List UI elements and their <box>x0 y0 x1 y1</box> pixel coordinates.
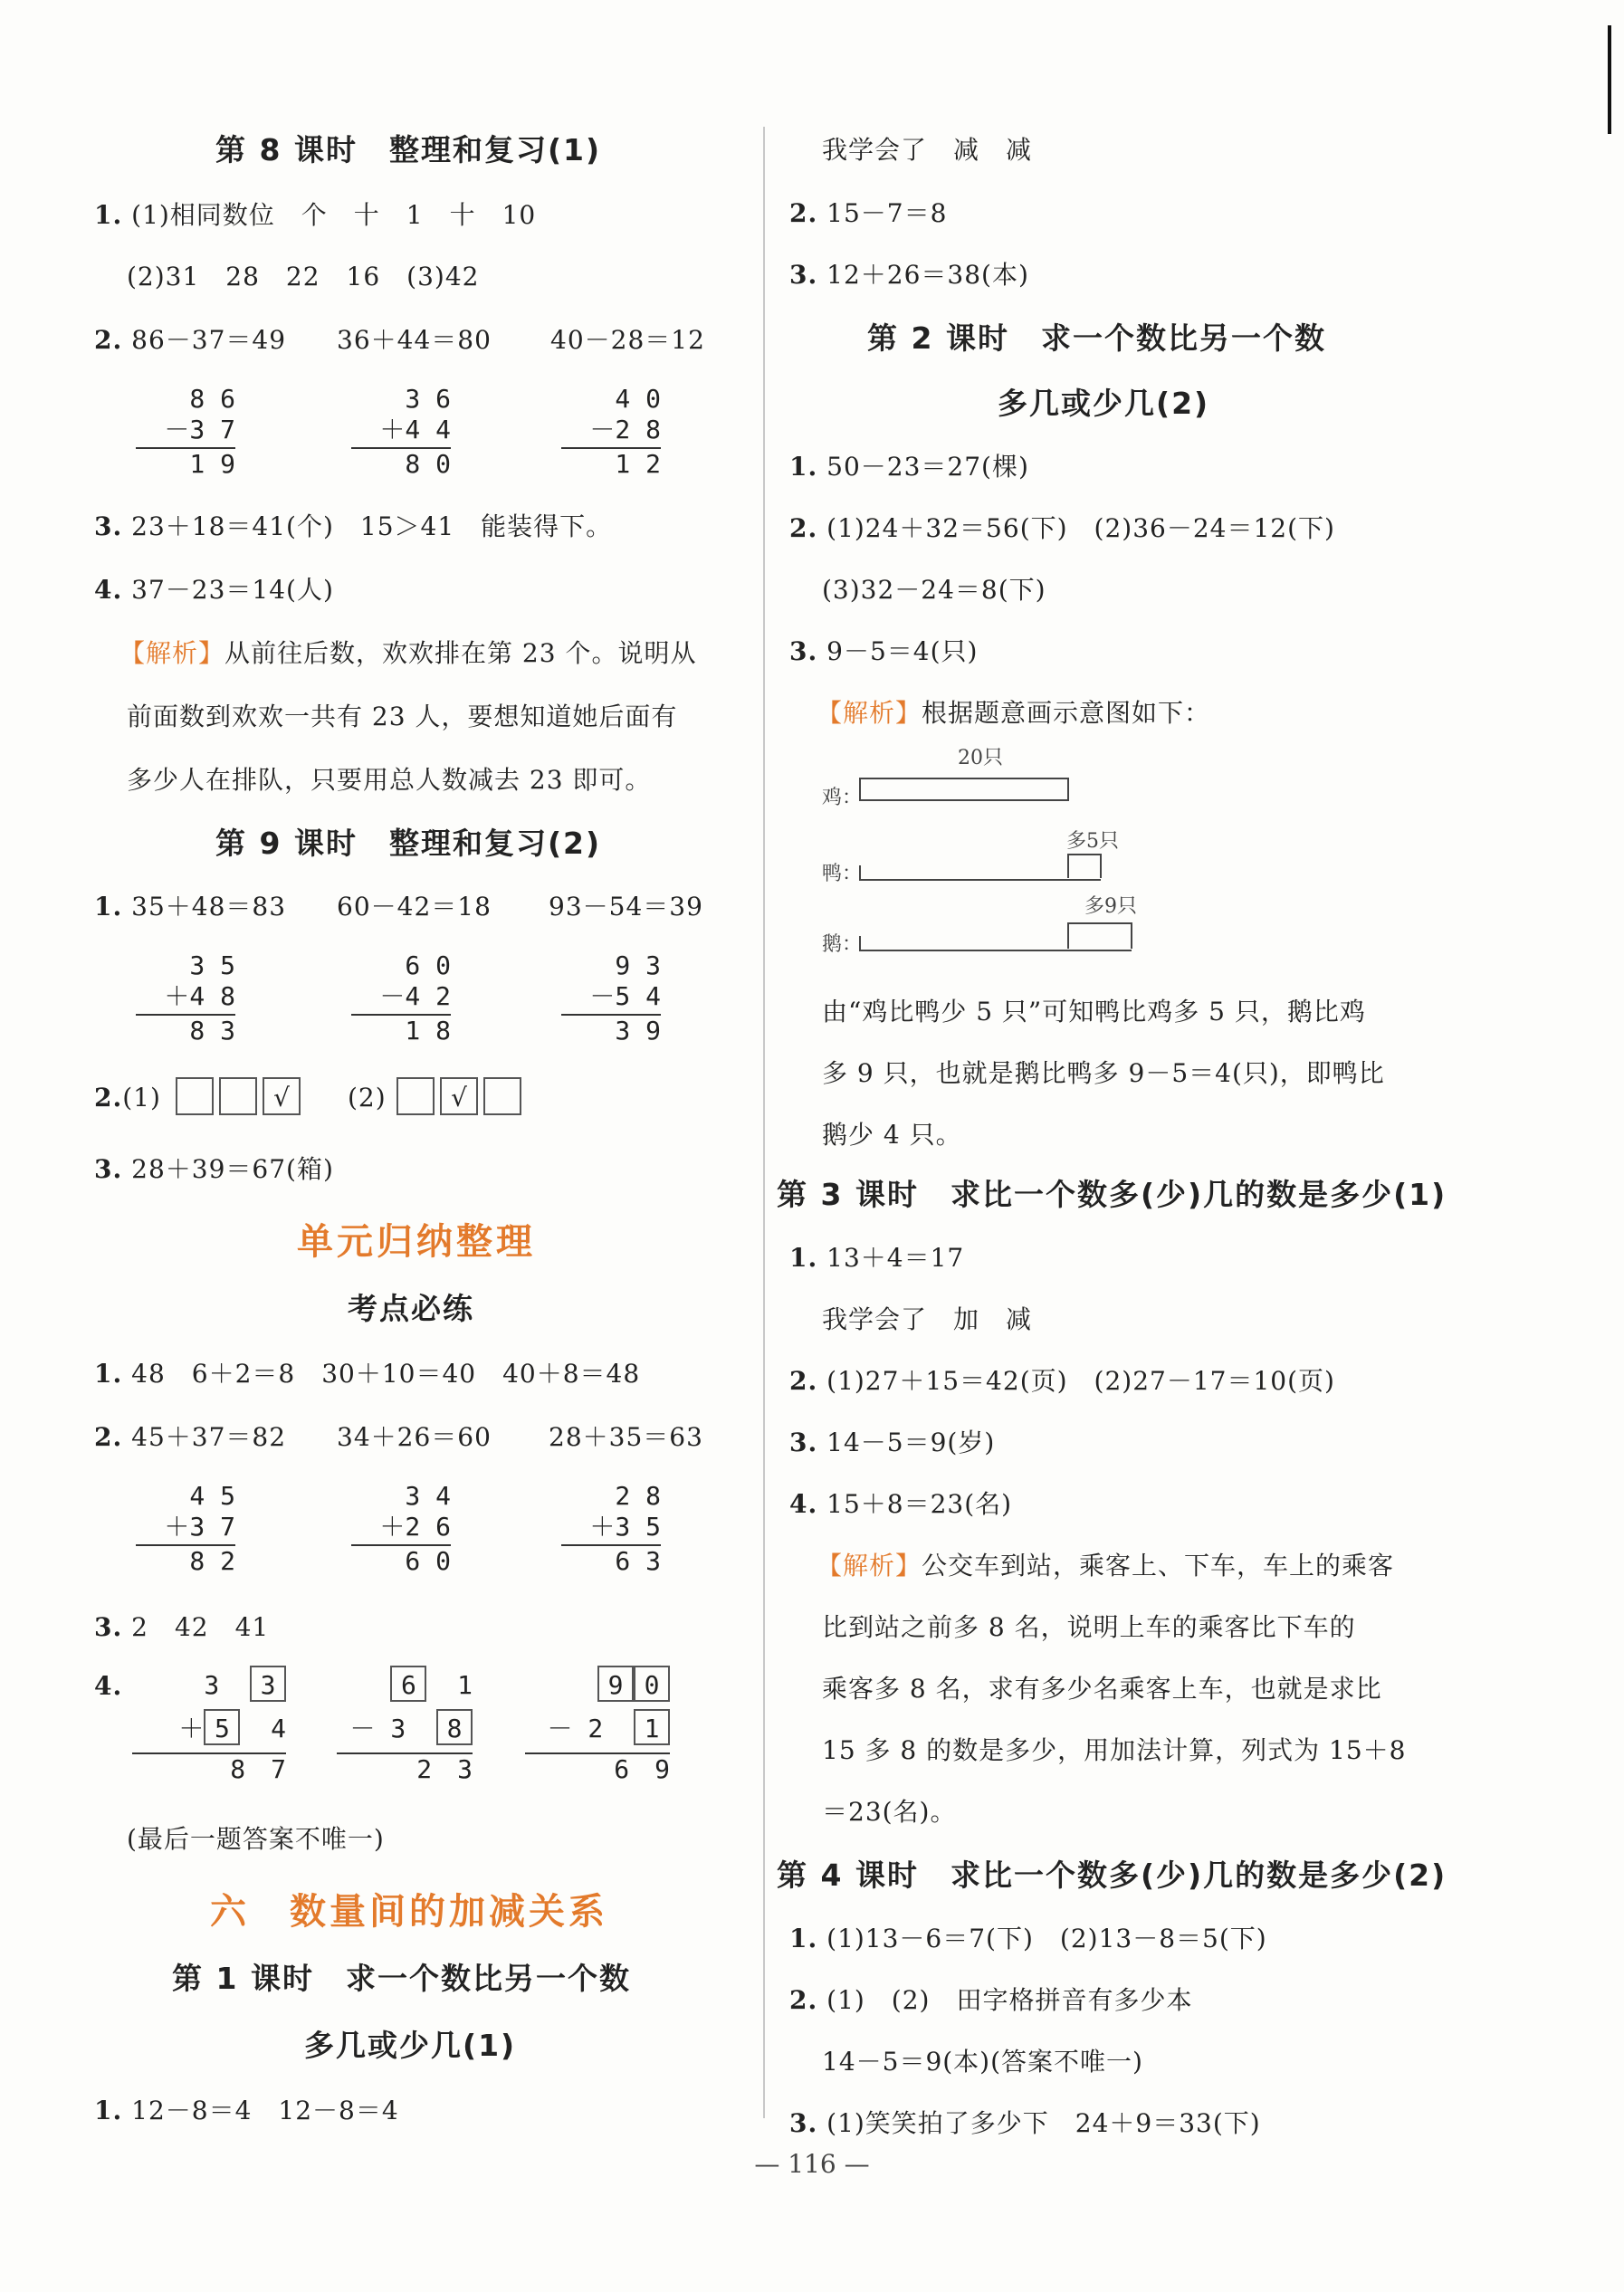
q-number: 1. <box>789 1243 818 1273</box>
l2-explain-0 <box>817 693 1210 730</box>
answer-text: (1)相同数位 个 十 1 十 10 <box>131 200 537 230</box>
l9-q3 <box>94 1150 334 1186</box>
answer-box: 3 <box>250 1666 286 1702</box>
kd-q1 <box>94 1354 640 1390</box>
q-number: 2. <box>94 1083 123 1113</box>
digit: 4 <box>271 1714 286 1743</box>
row: ＋4 8 <box>164 981 235 1011</box>
vertical-calc-8 <box>351 1481 451 1577</box>
lesson-1-title-a: 第 1 课时 求一个数比另一个数 <box>172 1961 631 1996</box>
answer-text: 15＋8＝23(名) <box>826 1489 1013 1519</box>
practice-title: 考点必练 <box>348 1291 474 1326</box>
kd-q4-number: 4. <box>94 1671 123 1701</box>
l8-explain-1 <box>119 634 696 670</box>
right-column <box>768 0 1624 2292</box>
vertical-calc-7 <box>136 1481 235 1577</box>
fill-calc-b <box>337 1666 473 1785</box>
l9-q1b: 60－42＝18 <box>337 892 492 922</box>
result: 8 7 <box>132 1752 286 1785</box>
result: 6 9 <box>525 1752 670 1785</box>
fill-calc-a <box>132 1666 286 1785</box>
operator: ＋ <box>178 1714 205 1743</box>
q-number: 3. <box>789 260 818 290</box>
q-number: 1. <box>94 892 123 922</box>
q-number: 4. <box>94 575 123 605</box>
l3-explain-1 <box>817 1546 1394 1582</box>
answer-text: 14－5＝9(岁) <box>826 1428 996 1457</box>
row <box>132 1666 286 1700</box>
explain-tag: 【解析】 <box>817 698 922 728</box>
row: －3 7 <box>164 415 235 444</box>
l3-learned: 我学会了 加 减 <box>822 1304 1033 1334</box>
l2-q3 <box>789 632 978 668</box>
fill-calc-c <box>525 1666 670 1785</box>
comparison-diagram <box>822 742 1148 969</box>
row: 2 8 <box>599 1481 661 1511</box>
l4-q1 <box>789 1919 1267 1955</box>
vertical-calc-6 <box>561 950 661 1046</box>
row <box>525 1666 670 1700</box>
row: 8 2 <box>136 1544 235 1577</box>
row <box>337 1666 473 1700</box>
vertical-calc-3 <box>561 384 661 480</box>
lesson-2-title-b: 多几或少几(2) <box>998 386 1210 421</box>
label-more9: 多9只 <box>1084 895 1137 918</box>
l3-explain-2: 比到站之前多 8 名，说明上车的乘客比下车的 <box>822 1612 1356 1642</box>
l2-explain-3: 鹅少 4 只。 <box>822 1120 962 1150</box>
explain-text: 从前往后数，欢欢排在第 23 个。说明从 <box>224 638 697 668</box>
bar-goose <box>860 936 1132 950</box>
l8-q3 <box>94 507 612 543</box>
check-boxes-2 <box>396 1077 521 1115</box>
answer-box <box>176 1077 214 1115</box>
l8-q2c: 40－28＝12 <box>550 325 705 355</box>
part-1: (1) <box>122 1083 161 1113</box>
label-goose: 鹅： <box>822 933 863 956</box>
lesson-2-title-a: 第 2 课时 求一个数比另一个数 <box>867 320 1326 356</box>
answer-text: 28＋39＝67(箱) <box>131 1154 334 1184</box>
l9-q2-part2: (2) <box>348 1083 387 1113</box>
answer-box: √ <box>263 1077 301 1115</box>
row: －5 4 <box>589 981 661 1011</box>
q-number: 3. <box>94 1612 123 1642</box>
operator: － <box>547 1714 573 1743</box>
brace-more9 <box>1068 923 1132 949</box>
answer-text: 48 6＋2＝8 30＋10＝40 40＋8＝48 <box>131 1359 641 1389</box>
q-number: 3. <box>94 1154 123 1184</box>
lesson-4-title: 第 4 课时 求比一个数多(少)几的数是多少(2) <box>777 1857 1447 1893</box>
explain-tag: 【解析】 <box>817 1551 922 1581</box>
l3-q4 <box>789 1485 1012 1521</box>
label-duck: 鸭： <box>822 863 863 885</box>
l8-q1a <box>94 196 536 232</box>
answer-box <box>219 1077 257 1115</box>
answer-box <box>396 1077 435 1115</box>
q-number: 3. <box>94 511 123 541</box>
answer-text: 13＋4＝17 <box>826 1243 965 1273</box>
l8-q2 <box>94 320 286 357</box>
q-number: 2. <box>789 513 818 543</box>
l4-q2b: 14－5＝9(本)(答案不唯一) <box>822 2047 1143 2077</box>
column-divider <box>763 127 765 2118</box>
digit: 1 <box>457 1670 473 1700</box>
row: 9 3 <box>599 950 661 980</box>
r-q2 <box>789 194 947 230</box>
vertical-calc-9 <box>561 1481 661 1577</box>
q-number: 1. <box>94 200 123 230</box>
page-number: — 116 — <box>754 2149 870 2179</box>
row: 4 0 <box>599 384 661 414</box>
lesson-9-title: 第 9 课时 整理和复习(2) <box>215 826 602 861</box>
l2-q2b: (3)32－24＝8(下) <box>822 575 1046 605</box>
label-20: 20只 <box>958 747 1003 769</box>
lesson-8-title: 第 8 课时 整理和复习(1) <box>215 132 602 167</box>
chapter-6-title: 六 数量间的加减关系 <box>210 1890 608 1933</box>
row: 3 9 <box>561 1014 661 1046</box>
brace-more5 <box>1068 855 1101 878</box>
answer-box: √ <box>440 1077 478 1115</box>
l3-q1 <box>789 1238 964 1275</box>
answer-box: 1 <box>634 1709 670 1745</box>
row: 8 3 <box>136 1014 235 1046</box>
kd-q2b: 34＋26＝60 <box>337 1422 492 1452</box>
q-number: 1. <box>789 452 818 482</box>
answer-text: 12－8＝4 12－8＝4 <box>131 2096 399 2125</box>
q-number: 1. <box>94 2096 123 2125</box>
eq: 86－37＝49 <box>131 325 287 355</box>
row <box>337 1709 473 1743</box>
q-number: 1. <box>94 1359 123 1389</box>
answer-text: 15－7＝8 <box>826 198 948 228</box>
l3-explain-3: 乘客多 8 名，求有多少名乘客上车，也就是求比 <box>822 1674 1382 1704</box>
row: 3 6 <box>389 384 451 414</box>
answer-box: 9 <box>597 1666 634 1702</box>
answer-text: (1)27＋15＝42(页) (2)27－17＝10(页) <box>826 1366 1335 1396</box>
l9-q1c: 93－54＝39 <box>549 892 703 922</box>
vertical-calc-5 <box>351 950 451 1046</box>
kd-q2 <box>94 1418 286 1454</box>
l8-q1b: (2)31 28 22 16 (3)42 <box>127 262 480 291</box>
eq: 45＋37＝82 <box>131 1422 287 1452</box>
l9-q2-label <box>94 1083 161 1113</box>
digit: 3 <box>390 1714 406 1743</box>
kd-q2c: 28＋35＝63 <box>549 1422 703 1452</box>
row <box>132 1709 286 1743</box>
q-number: 3. <box>789 636 818 666</box>
answer-text: (1)24＋32＝56(下) (2)36－24＝12(下) <box>826 513 1335 543</box>
r-q3 <box>789 255 1029 291</box>
row: ＋3 5 <box>589 1512 661 1542</box>
vertical-calc-4 <box>136 950 235 1046</box>
row <box>525 1709 670 1743</box>
answer-text: 9－5＝4(只) <box>826 636 979 666</box>
lesson-1-title-b: 多几或少几(1) <box>304 2028 517 2063</box>
l2-q1 <box>789 447 1029 483</box>
l1-q1 <box>94 2091 399 2127</box>
row: ＋4 4 <box>379 415 451 444</box>
q-number: 1. <box>789 1924 818 1953</box>
l3-explain-4: 15 多 8 的数是多少，用加法计算，列式为 15＋8 <box>822 1735 1407 1765</box>
l2-q2 <box>789 509 1335 545</box>
answer-text: (1)笑笑拍了多少下 24＋9＝33(下) <box>826 2108 1261 2138</box>
answer-box: 6 <box>390 1666 426 1702</box>
answer-text: 37－23＝14(人) <box>131 575 334 605</box>
answer-text: 2 42 41 <box>131 1612 270 1642</box>
answer-text: 50－23＝27(棵) <box>826 452 1029 482</box>
row: 6 0 <box>351 1544 451 1577</box>
l8-q4 <box>94 570 334 606</box>
q-number: 2. <box>94 325 123 355</box>
digit: 3 <box>204 1670 220 1700</box>
explain-tag: 【解析】 <box>119 638 225 668</box>
row: －4 2 <box>379 981 451 1011</box>
q-number: 2. <box>789 198 818 228</box>
operator: － <box>349 1714 376 1743</box>
q-number: 3. <box>789 2108 818 2138</box>
q-number: 2. <box>789 1366 818 1396</box>
l2-explain-2: 多 9 只，也就是鹅比鸭多 9－5＝4(只)，即鸭比 <box>822 1058 1385 1088</box>
bar-duck <box>860 865 1101 880</box>
row: 3 4 <box>389 1481 451 1511</box>
row: －2 8 <box>589 415 661 444</box>
l8-explain-2: 前面数到欢欢一共有 23 人，要想知道她后面有 <box>127 702 678 731</box>
l4-q3 <box>789 2104 1261 2140</box>
kd-note: (最后一题答案不唯一) <box>127 1824 385 1854</box>
row: 6 3 <box>561 1544 661 1577</box>
l4-q2 <box>789 1981 1192 2017</box>
row: 3 5 <box>174 950 235 980</box>
l3-q2 <box>789 1361 1335 1398</box>
row: 1 9 <box>136 447 235 480</box>
digit: 2 <box>588 1714 604 1743</box>
l3-q3 <box>789 1423 995 1459</box>
q-number: 2. <box>94 1422 123 1452</box>
row: 8 0 <box>351 447 451 480</box>
q-number: 4. <box>789 1489 818 1519</box>
left-column <box>0 0 760 2292</box>
unit-summary-title: 单元归纳整理 <box>297 1220 536 1263</box>
result: 2 3 <box>337 1752 473 1785</box>
eq: 35＋48＝83 <box>131 892 287 922</box>
l2-explain-1: 由“鸡比鸭少 5 只”可知鸭比鸡多 5 只，鹅比鸡 <box>822 997 1366 1027</box>
explain-text: 公交车到站，乘客上、下车，车上的乘客 <box>922 1551 1395 1581</box>
label-chicken: 鸡： <box>822 787 863 809</box>
l3-explain-5: ＝23(名)。 <box>822 1797 957 1827</box>
explain-text: 根据题意画示意图如下： <box>922 698 1211 728</box>
row: 1 2 <box>561 447 661 480</box>
answer-text: (1)13－6＝7(下) (2)13－8＝5(下) <box>826 1924 1267 1953</box>
l8-q2b: 36＋44＝80 <box>337 325 492 355</box>
vertical-calc-2 <box>351 384 451 480</box>
answer-text: 12＋26＝38(本) <box>826 260 1029 290</box>
answer-box: 8 <box>436 1709 473 1745</box>
vertical-calc-1 <box>136 384 235 480</box>
row: 8 6 <box>174 384 235 414</box>
q-number: 2. <box>789 1985 818 2015</box>
answer-box: 5 <box>204 1709 240 1745</box>
brace-top <box>860 778 1068 795</box>
row: 4 5 <box>174 1481 235 1511</box>
lesson-3-title: 第 3 课时 求比一个数多(少)几的数是多少(1) <box>777 1177 1447 1212</box>
answer-box <box>483 1077 521 1115</box>
label-more5: 多5只 <box>1066 830 1119 853</box>
row: 1 8 <box>351 1014 451 1046</box>
l9-q1 <box>94 887 286 923</box>
answer-text: 23＋18＝41(个) 15＞41 能装得下。 <box>131 511 613 541</box>
row: ＋3 7 <box>164 1512 235 1542</box>
q-number: 3. <box>789 1428 818 1457</box>
answer-text: (1) (2) 田字格拼音有多少本 <box>826 1985 1193 2015</box>
kd-q3 <box>94 1608 269 1644</box>
r-learned: 我学会了 减 减 <box>822 135 1033 165</box>
row: 6 0 <box>389 950 451 980</box>
bar-chicken <box>860 788 1068 800</box>
check-boxes-1 <box>176 1077 301 1115</box>
row: ＋2 6 <box>379 1512 451 1542</box>
l8-explain-3: 多少人在排队，只要用总人数减去 23 即可。 <box>127 765 652 795</box>
answer-box: 0 <box>634 1666 670 1702</box>
